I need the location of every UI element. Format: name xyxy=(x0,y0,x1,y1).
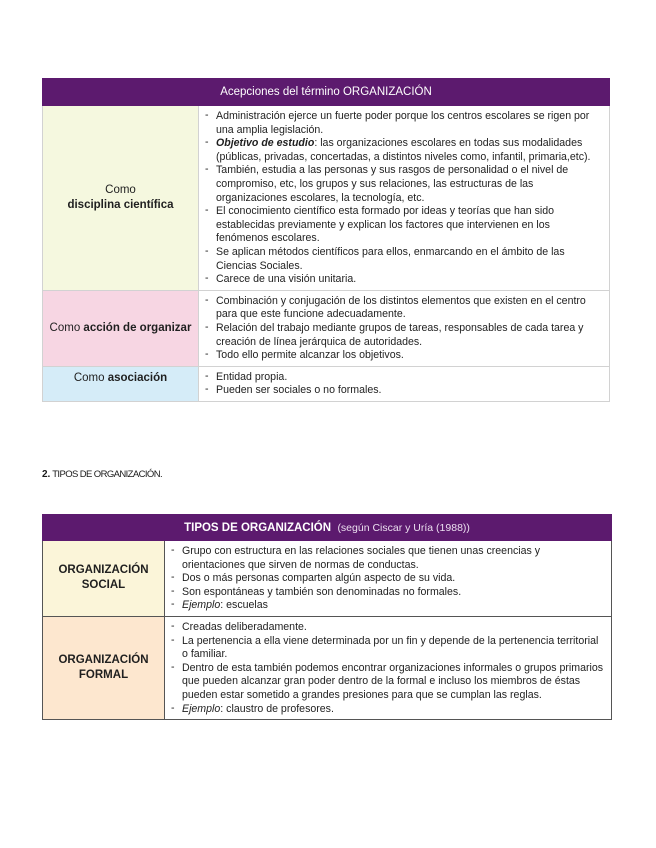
list-item: - Son espontáneas y también son denominadas no formales. xyxy=(169,586,605,600)
list-item: - Carece de una visión unitaria. xyxy=(203,273,603,287)
row-content-formal xyxy=(165,616,612,719)
row-content-asociacion xyxy=(199,366,610,401)
row-content-social xyxy=(165,541,612,617)
row-content-disciplina xyxy=(199,106,610,291)
list-item: - Ejemplo: claustro de profesores. xyxy=(169,703,605,717)
table-row xyxy=(43,616,612,719)
list-item: - El conocimiento científico esta formado por ideas y teorías que han sido establecidas previamente y explican los factores que intervienen en los fenómenos escolares. xyxy=(203,205,603,246)
list-item: - Relación del trabajo mediante grupos de tareas, responsables de cada tarea y creación de línea jerárquica de autoridades. xyxy=(203,322,603,349)
list-item: - Objetivo de estudio: las organizaciones escolares en todas sus modalidades (públicas, privadas, concertadas, a distintos niveles como, infantil, primaria,etc). xyxy=(203,137,603,164)
list-item: - Grupo con estructura en las relaciones sociales que tienen unas creencias y orientaciones que sirven de normas de conductas. xyxy=(169,545,605,572)
table-row xyxy=(43,290,610,366)
row-label-disciplina: Como disciplina científica xyxy=(43,106,199,291)
bullet-list xyxy=(203,110,603,287)
acepciones-table xyxy=(42,78,610,402)
section-heading: 2. TIPOS DE ORGANIZACIÓN. xyxy=(42,469,163,480)
table-row xyxy=(43,106,610,291)
list-item: - Dos o más personas comparten algún aspecto de su vida. xyxy=(169,572,605,586)
bullet-list xyxy=(169,621,605,716)
table-row xyxy=(43,541,612,617)
acepciones-table-title: Acepciones del término ORGANIZACIÓN xyxy=(43,79,610,106)
row-label-formal: ORGANIZACIÓN FORMAL xyxy=(43,616,165,719)
row-label-asociacion: Como asociación xyxy=(43,366,199,401)
list-item: - Combinación y conjugación de los distintos elementos que existen en el centro para que este funcione adecuadamente. xyxy=(203,295,603,322)
row-label-social: ORGANIZACIÓN SOCIAL xyxy=(43,541,165,617)
list-item: - También, estudia a las personas y sus rasgos de personalidad o el nivel de compromiso, etc, los grupos y sus relaciones, las estructuras de las organizaciones escolares, la tecnología, etc. xyxy=(203,164,603,205)
list-item: - Pueden ser sociales o no formales. xyxy=(203,384,603,398)
row-content-accion xyxy=(199,290,610,366)
bullet-list xyxy=(169,545,605,613)
list-item: - Ejemplo: escuelas xyxy=(169,599,605,613)
table-row xyxy=(43,366,610,401)
list-item: - Dentro de esta también podemos encontrar organizaciones informales o grupos primarios que pueden alcanzar gran poder dentro de la formal e incluso los miembros de éstas pueden estar sometido a grandes presiones para que se cumplan las reglas. xyxy=(169,662,605,703)
list-item: - La pertenencia a ella viene determinada por un fin y depende de la pertenencia territorial o familiar. xyxy=(169,635,605,662)
list-item: - Todo ello permite alcanzar los objetivos. xyxy=(203,349,603,363)
tipos-table xyxy=(42,514,612,720)
list-item: - Se aplican métodos científicos para ellos, enmarcando en el ámbito de las Ciencias Sociales. xyxy=(203,246,603,273)
list-item: - Entidad propia. xyxy=(203,371,603,385)
list-item: - Administración ejerce un fuerte poder porque los centros escolares se rigen por una amplia legislación. xyxy=(203,110,603,137)
tipos-table-title: TIPOS DE ORGANIZACIÓN (según Ciscar y Uría (1988)) xyxy=(43,515,612,541)
bullet-list xyxy=(203,295,603,363)
list-item: - Creadas deliberadamente. xyxy=(169,621,605,635)
row-label-accion: Como acción de organizar xyxy=(43,290,199,366)
bullet-list xyxy=(203,371,603,398)
